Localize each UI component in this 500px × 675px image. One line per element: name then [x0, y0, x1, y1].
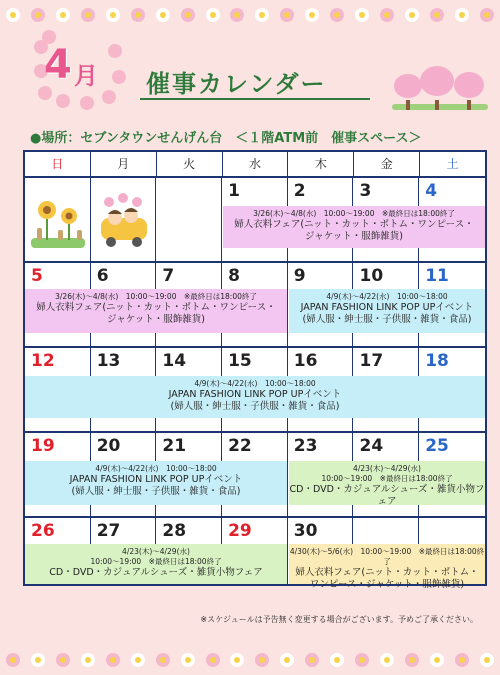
event-title-line2: ジャケット・服飾雑貨) [106, 314, 206, 325]
event-title-line1: 婦人衣料フェア(ニット・カット・ボトム・ワンピース・ [36, 302, 276, 313]
flower-icon [206, 653, 220, 667]
day-number: 15 [228, 351, 252, 371]
flower-icon [430, 653, 444, 667]
flower-icon [480, 653, 494, 667]
flower-icon [230, 653, 244, 667]
flower-icon [81, 653, 95, 667]
event-fashion-fair [289, 544, 485, 590]
flower-icon [305, 653, 319, 667]
event-japan-fashion-link [25, 376, 485, 418]
day-number: 1 [228, 181, 240, 201]
day-number: 12 [31, 351, 55, 371]
flower-icon [255, 653, 269, 667]
flower-icon [330, 8, 344, 22]
day-number: 22 [228, 436, 252, 456]
event-fashion-fair [25, 289, 287, 333]
event-title-line2: (婦人服・紳士服・子供服・雑貨・食品) [302, 314, 472, 325]
day-number: 7 [162, 266, 175, 286]
event-title-line2: ワンピース・ジャケット・服飾雑貨) [309, 579, 465, 590]
event-title-line1: CD・DVD・カジュアルシューズ・雑貨小物フェア [49, 567, 263, 578]
flower-icon [330, 653, 344, 667]
calendar-week [25, 178, 485, 263]
flower-icon [181, 8, 195, 22]
day-number: 23 [293, 436, 318, 456]
day-number: 24 [359, 436, 384, 456]
day-number: 10 [359, 266, 384, 286]
event-title-line2: ジャケット・服飾雑貨) [304, 231, 404, 242]
flower-icon [31, 8, 45, 22]
day-number: 9 [293, 266, 306, 286]
event-hours: 10:00～19:00 ※最終日は18:00終了 [90, 557, 222, 566]
flower-icon [56, 653, 70, 667]
flower-icon [380, 8, 394, 22]
day-number: 2 [293, 181, 306, 201]
calendar-week [25, 348, 485, 433]
flower-icon [380, 653, 394, 667]
flower-icon [405, 653, 419, 667]
day-number: 6 [96, 266, 109, 286]
event-title-line1: CD・DVD・カジュアルシューズ・雑貨小物フェア [289, 484, 485, 507]
weekday-header [25, 152, 485, 178]
event-dates: 4/9(木)～4/22(水) 10:00～18:00 [95, 464, 217, 473]
day-number: 11 [425, 266, 449, 286]
title-underline [140, 98, 370, 100]
flower-icon [156, 8, 170, 22]
schedule-footnote: ※スケジュールは予告無く変更する場合がございます。予めご了承ください。 [200, 615, 478, 624]
event-dates: 4/9(木)～4/22(水) 10:00～18:00 [326, 292, 448, 301]
day-number: 19 [31, 436, 55, 456]
event-dates: 4/23(木)～4/29(水) [353, 464, 421, 473]
event-dates: 3/26(木)～4/8(水) 10:00～19:00 ※最終日は18:00終了 [253, 209, 455, 218]
day-number: 28 [162, 521, 187, 541]
day-number: 25 [425, 436, 449, 456]
flower-icon [230, 8, 244, 22]
day-number: 8 [228, 266, 240, 286]
calendar-week [25, 263, 485, 348]
flower-icon [280, 653, 294, 667]
day-number: 4 [425, 181, 438, 201]
weekday-mon: 月 [91, 152, 157, 176]
flower-icon [156, 653, 170, 667]
page-title: 催事カレンダー [146, 70, 327, 98]
flower-icon [280, 8, 294, 22]
month-badge [34, 30, 126, 110]
flower-icon [131, 653, 145, 667]
flower-icon [405, 8, 419, 22]
day-number: 29 [228, 521, 252, 541]
day-cell [25, 178, 91, 261]
event-dates: 3/26(木)～4/8(水) 10:00～19:00 ※最終日は18:00終了 [55, 292, 257, 301]
day-number: 21 [162, 436, 187, 456]
weekday-fri: 金 [354, 152, 420, 176]
flower-icon [31, 653, 45, 667]
event-title-line1: 婦人衣料フェア(ニット・カット・ボトム・ワンピース・ [234, 219, 474, 230]
day-number: 14 [162, 351, 187, 371]
day-number: 20 [96, 436, 121, 456]
location-text: ●場所：セブンタウンせんげん台 ＜１階ATM前 催事スペース＞ [30, 131, 422, 146]
day-number: 3 [359, 181, 372, 201]
month-unit: 月 [74, 62, 98, 90]
calendar-grid [23, 150, 487, 590]
flower-icon [181, 653, 195, 667]
month-number: 4 [44, 42, 72, 88]
calendar-week [25, 433, 485, 518]
flower-icon [106, 8, 120, 22]
event-title-line2: (婦人服・紳士服・子供服・雑貨・食品) [71, 486, 241, 497]
day-number: 13 [96, 351, 121, 371]
weekday-thu: 木 [288, 152, 354, 176]
event-japan-fashion-link [289, 289, 485, 333]
day-cell [91, 178, 157, 261]
flower-icon [355, 653, 369, 667]
flower-icon [206, 8, 220, 22]
flower-icon [6, 653, 20, 667]
day-cell [156, 178, 222, 261]
day-number: 26 [31, 521, 55, 541]
day-number: 17 [359, 351, 384, 371]
flower-icon [81, 8, 95, 22]
flower-field-illustration [31, 194, 85, 250]
day-number: 16 [293, 351, 318, 371]
flower-icon [430, 8, 444, 22]
event-japan-fashion-link [25, 461, 287, 505]
family-car-illustration [95, 192, 153, 250]
event-title-line1: 婦人衣料フェア(ニット・カット・ボトム・ [295, 567, 479, 578]
day-number: 27 [96, 521, 121, 541]
weekday-sat: 土 [446, 157, 459, 171]
event-title-line1: JAPAN FASHION LINK POP UPイベント [168, 389, 342, 400]
flower-border-top [0, 2, 500, 28]
event-fashion-fair [223, 206, 485, 248]
flower-icon [6, 8, 20, 22]
cherry-trees-illustration [392, 66, 488, 110]
event-cd-dvd-fair [289, 461, 485, 505]
event-cd-dvd-fair [25, 544, 287, 584]
flower-icon [455, 8, 469, 22]
flower-border-bottom [0, 647, 500, 673]
day-number: 5 [31, 266, 43, 286]
day-number: 18 [425, 351, 449, 371]
flower-icon [255, 8, 269, 22]
weekday-wed: 水 [223, 152, 289, 176]
flower-icon [131, 8, 145, 22]
event-dates: 4/23(木)～4/29(水) [122, 547, 190, 556]
flower-icon [455, 653, 469, 667]
event-dates: 4/30(木)～5/6(水) 10:00～19:00 ※最終日は18:00終了 [289, 547, 485, 566]
event-hours: 10:00～19:00 ※最終日は18:00終了 [321, 474, 453, 483]
weekday-sun: 日 [25, 152, 91, 176]
flower-icon [56, 8, 70, 22]
flower-icon [480, 8, 494, 22]
weekday-tue: 火 [157, 152, 223, 176]
flower-icon [355, 8, 369, 22]
flower-icon [305, 8, 319, 22]
event-title-line2: (婦人服・紳士服・子供服・雑貨・食品) [170, 401, 340, 412]
event-dates: 4/9(木)～4/22(水) 10:00～18:00 [194, 379, 316, 388]
event-title-line1: JAPAN FASHION LINK POP UPイベント [300, 302, 474, 313]
event-title-line1: JAPAN FASHION LINK POP UPイベント [69, 474, 243, 485]
flower-icon [106, 653, 120, 667]
calendar-week [25, 518, 485, 590]
day-number: 30 [293, 521, 318, 541]
